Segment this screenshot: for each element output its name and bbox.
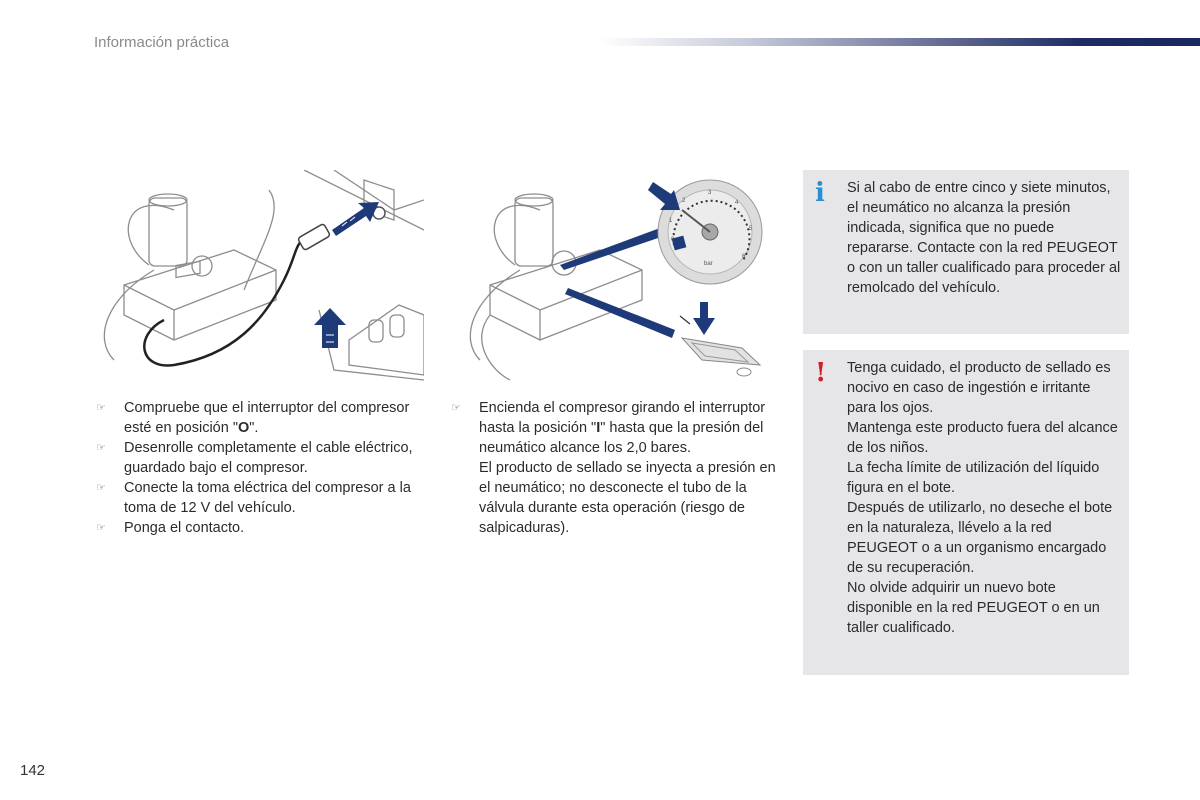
list-item: ☞ Encienda el compresor girando el interruptor hasta la posición "I" hasta que la presión del neumático alcance los 2,0 bares. — [451, 400, 766, 456]
warning-icon: ! — [815, 358, 827, 388]
gauge-tick-label: 4 — [735, 200, 739, 206]
warning-paragraph: Tenga cuidado, el producto de sellado es nocivo en caso de ingestión e irritante para los ojos. — [847, 360, 1111, 416]
section-title: Información práctica — [94, 34, 230, 51]
list-item: ☞ Desenrolle completamente el cable eléctrico, guardado bajo el compresor. — [96, 440, 413, 476]
gauge-tick-label: 6 — [742, 254, 746, 260]
injection-paragraph: El producto de sellado se inyecta a presión en el neumático; no desconecte el tubo de la válvula durante esta operación (riesgo de salpicaduras). — [479, 460, 776, 536]
pointing-hand-icon: ☞ — [451, 402, 461, 414]
pointing-hand-icon: ☞ — [96, 442, 106, 454]
compressor-plug-illustration — [94, 170, 424, 395]
header-gradient-bar — [600, 38, 1200, 46]
compressor-gauge-illustration — [460, 170, 790, 395]
info-note — [803, 170, 1129, 334]
pointing-hand-icon: ☞ — [96, 482, 106, 494]
pointing-hand-icon: ☞ — [96, 402, 106, 414]
gauge-unit-label: bar — [704, 261, 713, 267]
warning-paragraph: La fecha límite de utilización del líquido figura en el bote. — [847, 460, 1100, 496]
pointing-hand-icon: ☞ — [96, 522, 106, 534]
left-steps — [96, 398, 426, 538]
middle-steps — [451, 398, 776, 538]
gauge-tick-label: 1 — [669, 218, 673, 224]
gauge-tick-label: 5 — [749, 226, 753, 232]
list-item: ☞ Compruebe que el interruptor del compresor esté en posición "O". — [96, 400, 410, 436]
gauge-tick-label: 2 — [682, 198, 686, 204]
info-icon: i — [815, 178, 825, 208]
page-number: 142 — [20, 762, 46, 779]
warning-paragraph: No olvide adquirir un nuevo bote disponible en la red PEUGEOT o en un taller cualificado. — [847, 580, 1100, 636]
warning-note-text — [847, 358, 1123, 638]
info-note-text: Si al cabo de entre cinco y siete minutos, el neumático no alcanza la presión indicada, significa que no puede repararse. Contacte con la red PEUGEOT o con un taller cualificado para proceder al remolcado del vehículo. — [847, 180, 1121, 296]
gauge-tick-label: 3 — [708, 190, 712, 196]
warning-note — [803, 350, 1129, 675]
list-item: ☞ Conecte la toma eléctrica del compresor a la toma de 12 V del vehículo. — [96, 480, 411, 516]
gauge-tick-label: 0 — [671, 237, 675, 243]
list-item: ☞ Ponga el contacto. — [96, 520, 245, 536]
warning-paragraph: Mantenga este producto fuera del alcance de los niños. — [847, 420, 1118, 456]
warning-paragraph: Después de utilizarlo, no deseche el bote en la naturaleza, llévelo a la red PEUGEOT o a un organismo encargado de su recuperación. — [847, 500, 1113, 576]
